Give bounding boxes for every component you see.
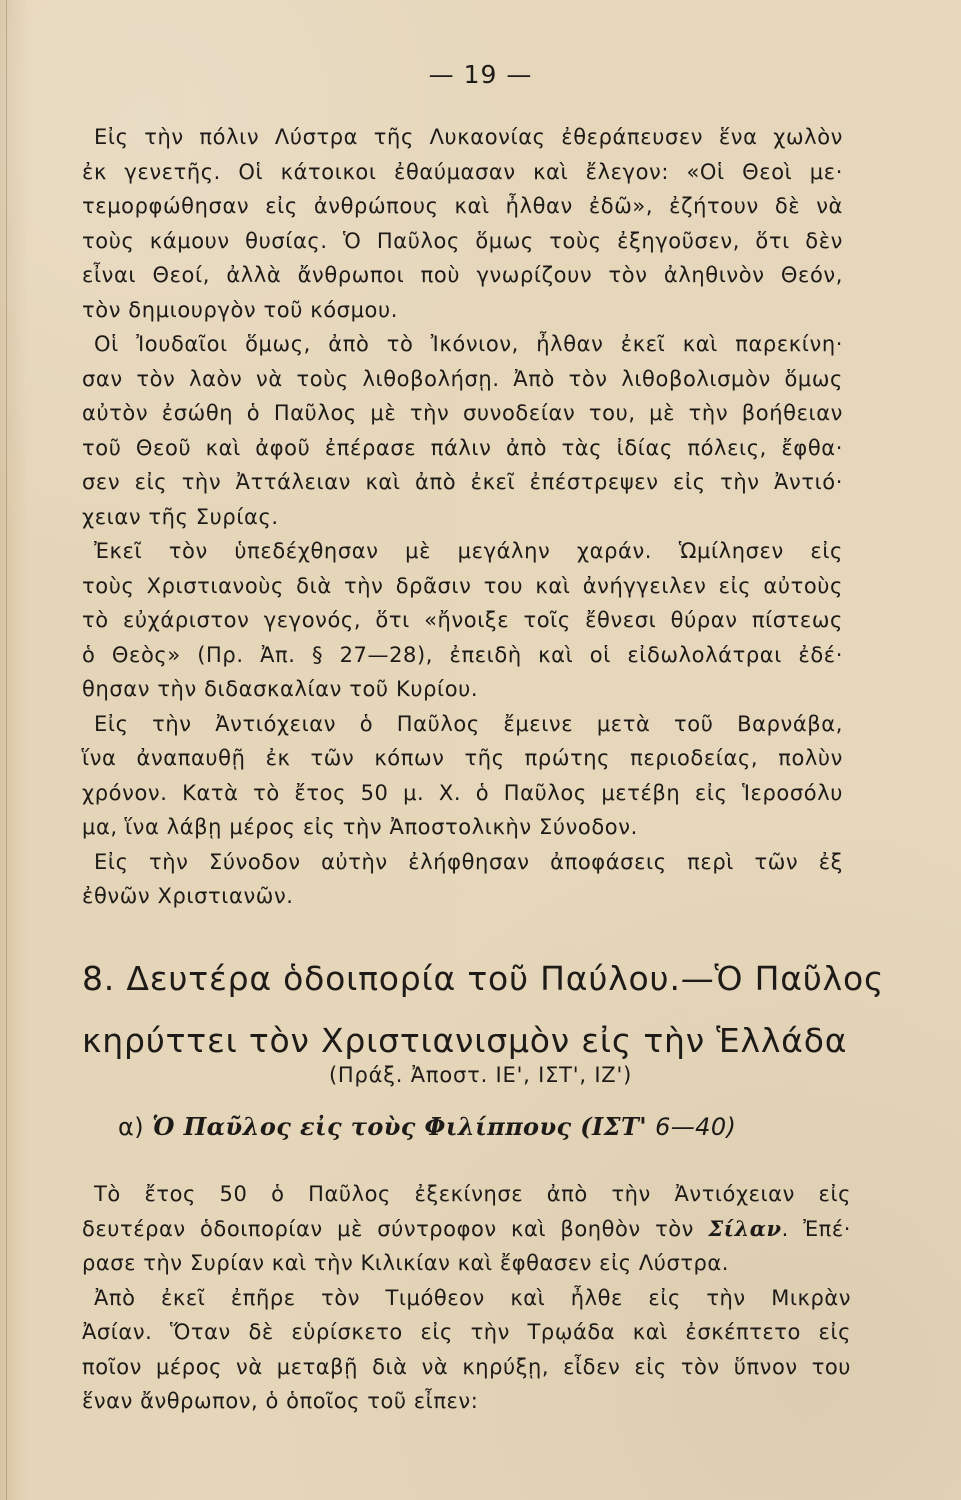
paragraph-4 <box>82 707 843 845</box>
subsection-title: Ὁ Παῦλος εἰς τοὺς Φιλίππους (ΙΣΤ' <box>152 1112 648 1141</box>
main-text <box>82 120 843 914</box>
text-segment: . Ἐπέ· <box>781 1216 851 1241</box>
subsection-range: 6—40) <box>655 1113 737 1141</box>
text-line: σαν τὸν λαὸν νὰ τοὺς λιθοβολήσῃ. Ἀπὸ τὸν λιθοβολισμὸν ὅμως <box>82 366 843 391</box>
text-line: ρασε τὴν Συρίαν καὶ τὴν Κιλικίαν καὶ ἔφθασεν εἰς Λύστρα. <box>82 1251 730 1275</box>
paragraph-7 <box>82 1281 851 1419</box>
emphasized-name: Σίλαν <box>708 1215 782 1241</box>
subsection-prefix: α) <box>118 1113 144 1141</box>
text-line: σεν εἰς τὴν Ἀττάλειαν καὶ ἀπὸ ἐκεῖ ἐπέστρεψεν εἰς τὴν Ἀντιό· <box>82 470 843 494</box>
text-line: ἕναν ἄνθρωπον, ὁ ὁποῖος τοῦ εἶπεν: <box>82 1389 479 1413</box>
text-line: τὸ εὐχάριστον γεγονός, ὅτι «ἤνοιξε τοῖς ἔθνεσι θύραν πίστεως <box>82 608 843 632</box>
text-line: αὐτὸν ἐσώθη ὁ Παῦλος μὲ τὴν συνοδείαν του, μὲ τὴν βοήθειαν <box>82 401 843 425</box>
paragraph-6 <box>82 1177 851 1281</box>
text-line: ἐθνῶν Χριστιανῶν. <box>82 884 294 908</box>
text-line: χρόνον. Κατὰ τὸ ἔτος 50 μ. Χ. ὁ Παῦλος μετέβη εἰς Ἱεροσόλυ <box>82 780 843 805</box>
text-line: τεμορφώθησαν εἰς ἀνθρώπους καὶ ἦλθαν ἐδῶ», ἐζήτουν δὲ νὰ <box>82 194 843 218</box>
text-line: θησαν τὴν διδασκαλίαν τοῦ Κυρίου. <box>82 677 479 701</box>
section-heading <box>82 948 885 1072</box>
scripture-reference: (Πράξ. Ἀποστ. ΙΕ', ΙΣΤ', ΙΖ') <box>328 1063 633 1087</box>
text-line: Τὸ ἔτος 50 ὁ Παῦλος ἐξεκίνησε ἀπὸ τὴν Ἀντιόχειαν εἰς <box>94 1182 851 1206</box>
text-line <box>82 1212 851 1247</box>
text-line: Οἱ Ἰουδαῖοι ὅμως, ἀπὸ τὸ Ἰκόνιον, ἦλθαν ἐκεῖ καὶ παρεκίνη· <box>94 332 843 356</box>
text-line: τὸν δημιουργὸν τοῦ κόσμου. <box>82 297 399 322</box>
text-segment: δευτέραν ὁδοιπορίαν μὲ σύντροφον καὶ βοηθὸν τὸν <box>82 1216 694 1241</box>
text-line: τοὺς Χριστιανοὺς διὰ τὴν δρᾶσιν του καὶ ἀνήγγειλεν εἰς αὐτοὺς <box>82 573 843 598</box>
heading-line-1: 8. Δευτέρα ὁδοιπορία τοῦ Παύλου.—Ὁ Παῦλος <box>82 959 885 998</box>
text-line: Ἀπὸ ἐκεῖ ἐπῆρε τὸν Τιμόθεον καὶ ἦλθε εἰς τὴν Μικρὰν <box>94 1285 851 1310</box>
text-line: τοῦ Θεοῦ καὶ ἀφοῦ ἐπέρασε πάλιν ἀπὸ τὰς ἰδίας πόλεις, ἔφθα· <box>82 435 843 460</box>
text-line: Εἰς τὴν Σύνοδον αὐτὴν ἐλήφθησαν ἀποφάσεις περὶ τῶν ἐξ <box>94 849 843 874</box>
text-line: μα, ἵνα λάβῃ μέρος εἰς τὴν Ἀποστολικὴν Σύνοδον. <box>82 815 638 839</box>
text-line: ἵνα ἀναπαυθῇ ἐκ τῶν κόπων τῆς πρώτης περιοδείας, πολὺν <box>82 746 843 770</box>
heading-line-2: κηρύττει τὸν Χριστιανισμὸν εἰς τὴν Ἑλλάδα <box>82 1021 848 1060</box>
text-line: ποῖον μέρος νὰ μεταβῇ διὰ νὰ κηρύξῃ, εἶδεν εἰς τὸν ὕπνον του <box>82 1354 851 1379</box>
text-line: χειαν τῆς Συρίας. <box>82 504 279 529</box>
paragraph-3 <box>82 534 843 707</box>
text-line: Ἀσίαν. Ὅταν δὲ εὑρίσκετο εἰς τὴν Τρῳάδα καὶ ἐσκέπτετο εἰς <box>82 1320 851 1344</box>
paragraph-1 <box>82 120 843 327</box>
text-line: Ἐκεῖ τὸν ὑπεδέχθησαν μὲ μεγάλην χαράν. Ὡμίλησεν εἰς <box>94 539 843 563</box>
paragraph-2 <box>82 327 843 534</box>
text-line: ἐκ γενετῆς. Οἱ κάτοικοι ἐθαύμασαν καὶ ἔλεγον: «Οἱ Θεοὶ με· <box>82 159 843 184</box>
text-line: ὁ Θεὸς» (Πρ. Ἀπ. § 27—28), ἐπειδὴ καὶ οἱ εἰδωλολάτραι ἐδέ· <box>82 642 843 667</box>
text-line: Εἰς τὴν Ἀντιόχειαν ὁ Παῦλος ἔμεινε μετὰ τοῦ Βαρνάβα, <box>94 711 843 736</box>
text-line: τοὺς κάμουν θυσίας. Ὁ Παῦλος ὅμως τοὺς ἐξηγοῦσεν, ὅτι δὲν <box>82 228 843 253</box>
page-edge <box>6 0 7 1500</box>
paragraph-5 <box>82 845 843 914</box>
subsection-heading <box>118 1112 736 1141</box>
section-a-text <box>82 1177 851 1419</box>
text-line: εἶναι Θεοί, ἀλλὰ ἄνθρωποι ποὺ γνωρίζουν τὸν ἀληθινὸν Θεόν, <box>82 263 843 287</box>
page-number: — 19 — <box>428 60 533 89</box>
text-line: Εἰς τὴν πόλιν Λύστρα τῆς Λυκαονίας ἐθεράπευσεν ἕνα χωλὸν <box>94 125 843 149</box>
